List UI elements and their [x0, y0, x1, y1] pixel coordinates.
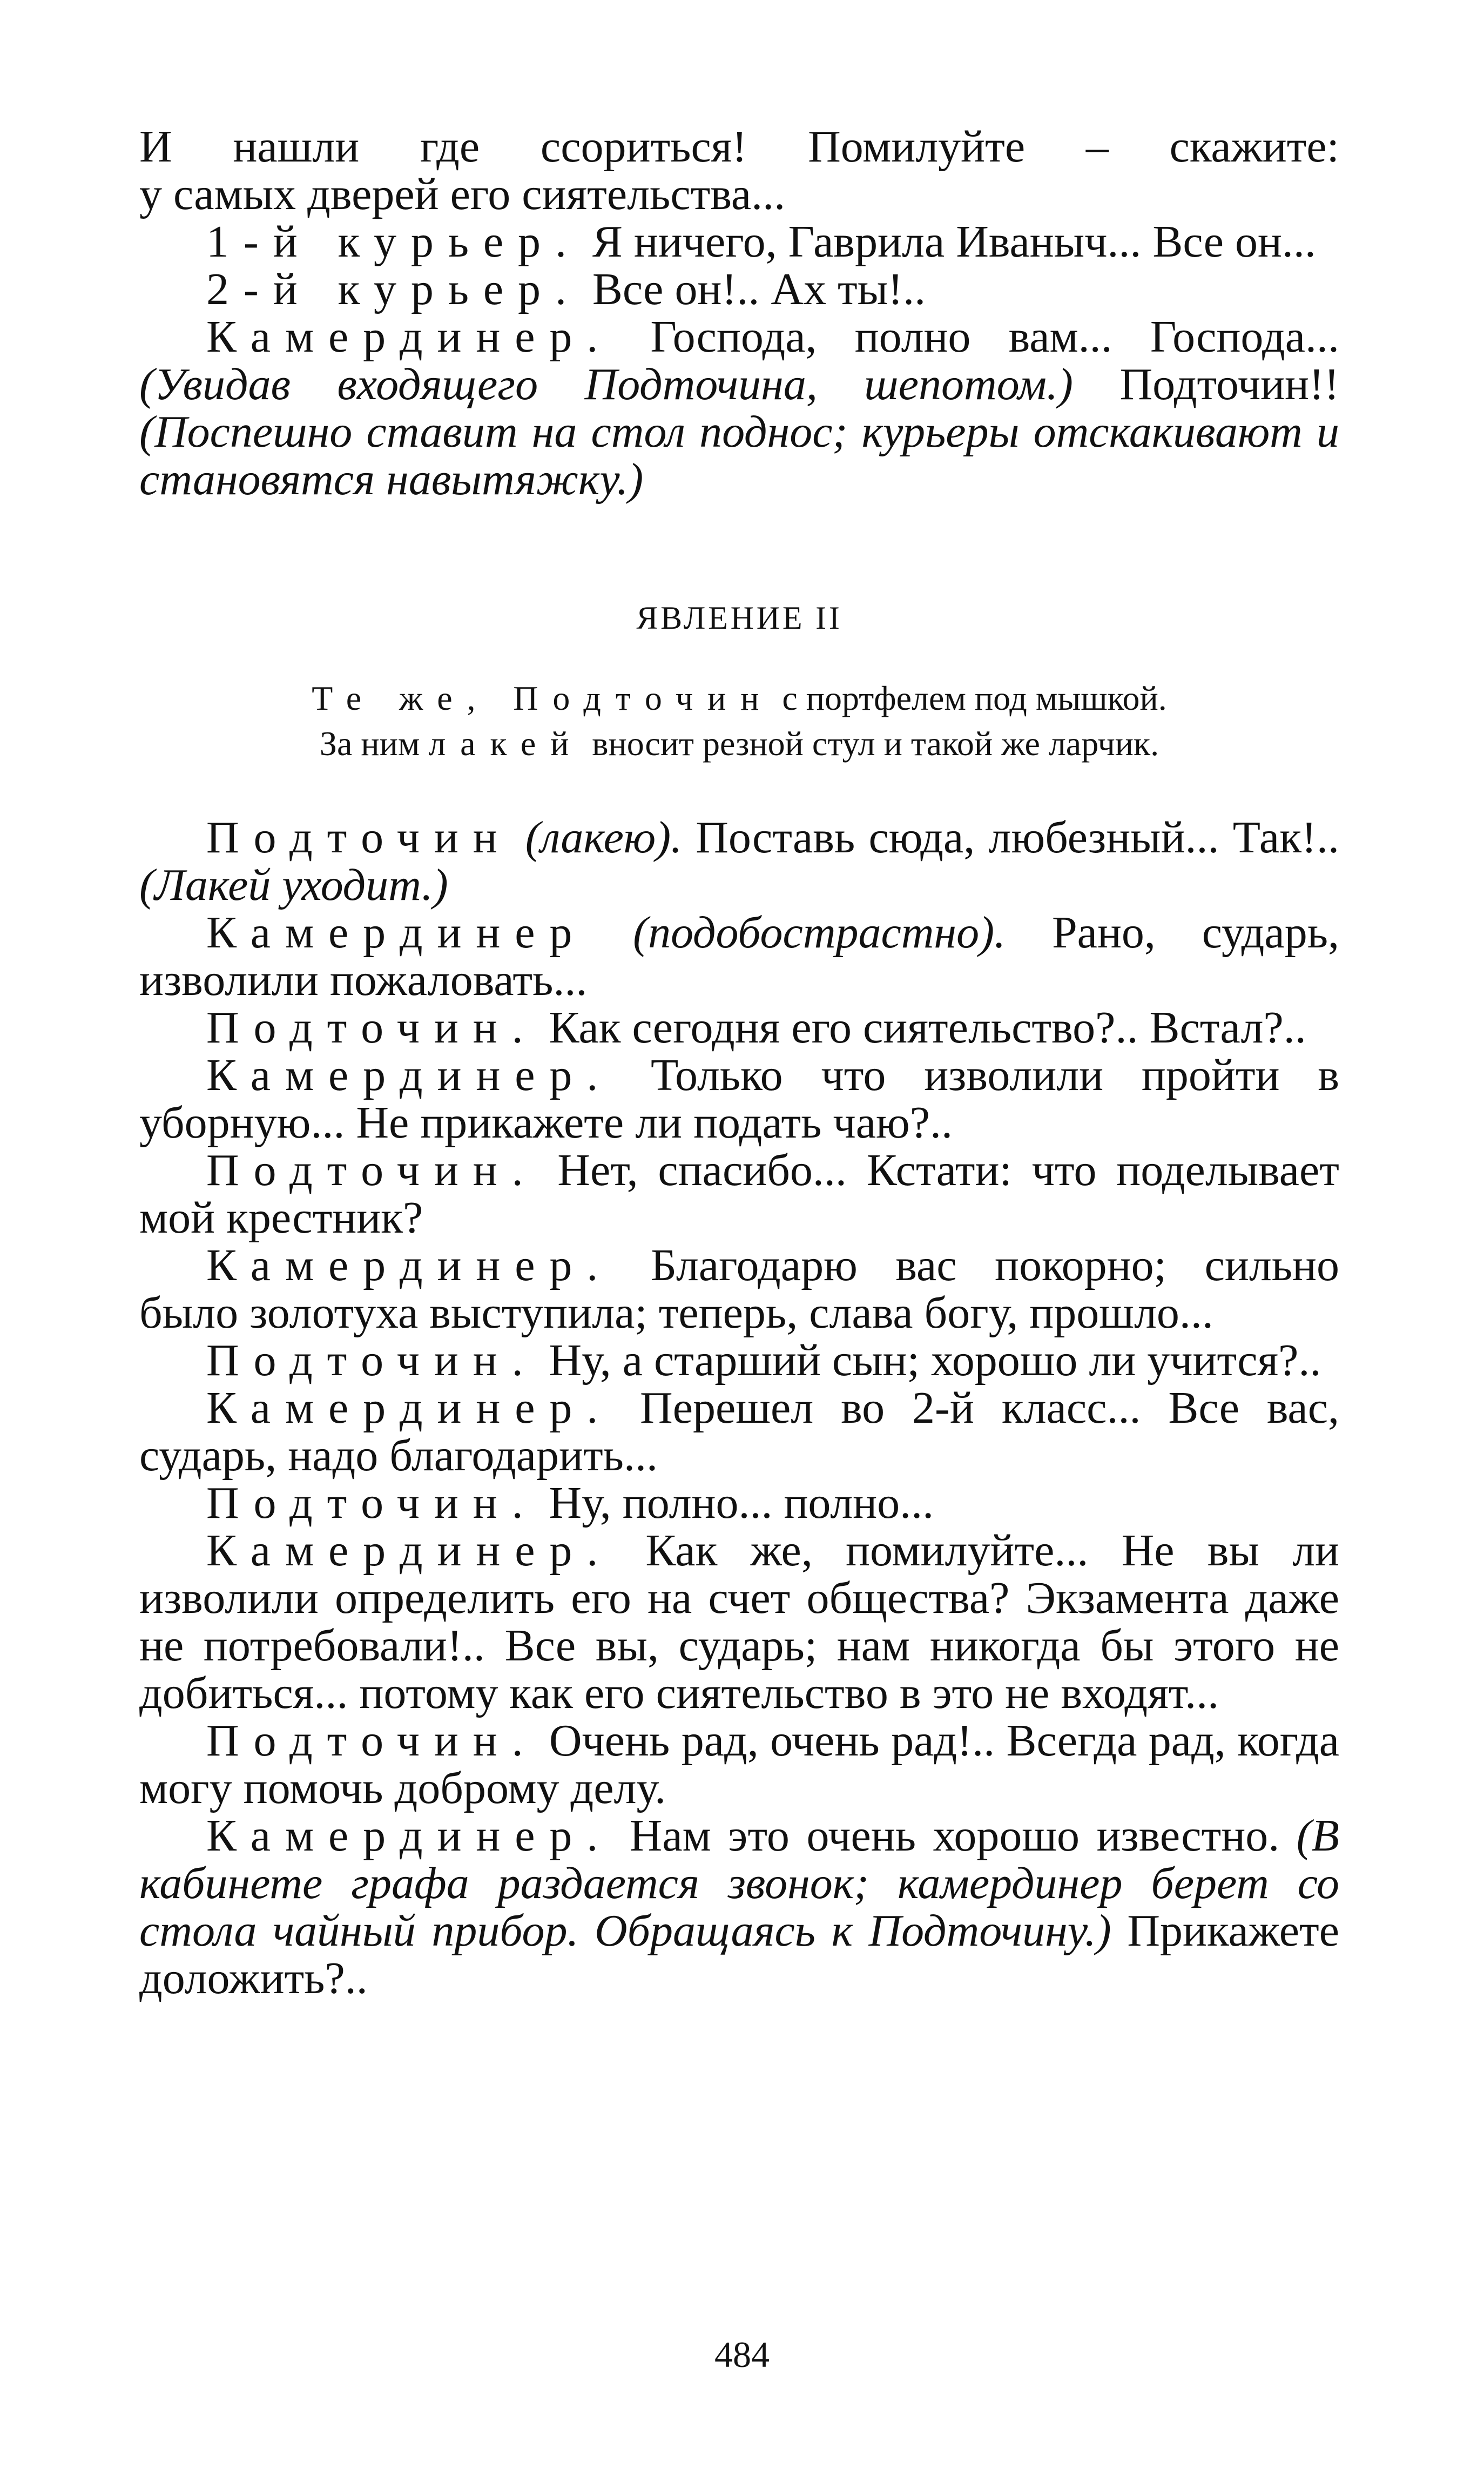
dialogue-line — [139, 1527, 1339, 1717]
speech-text: Перешел во 2-й класс... Все вас, сударь, надо благодарить... — [139, 1383, 1339, 1481]
speech-text: Ну, полно... полно... — [537, 1478, 934, 1528]
speaker-name: Подточин. — [206, 1003, 538, 1053]
dialogue-line — [139, 1479, 1339, 1527]
speech-courier-2 — [139, 266, 1339, 313]
stage-direction: (В кабинете графа раздается звонок; камердинер берет со стола чайный прибор. Обращаясь к Подточину.) — [139, 1811, 1339, 1956]
speech-text: Благодарю вас покорно; сильно было золотуха выступила; теперь, слава богу, прошло... — [139, 1240, 1339, 1338]
speech-text: Очень рад, очень рад!.. Всегда рад, когда могу помочь доброму делу. — [139, 1716, 1339, 1813]
dialogue-line — [139, 1812, 1339, 2002]
speech-text: Поставь сюда, любезный... Так!.. — [696, 812, 1339, 863]
speaker-name: Камердинер. — [206, 312, 613, 362]
speech-text: Нам это очень хорошо известно. — [612, 1811, 1297, 1861]
paragraph-continuation — [139, 123, 1339, 218]
speech-text: Подточин!! — [1073, 359, 1339, 409]
speaker-name: Камердинер. — [206, 1050, 613, 1100]
speech-text: Все он!.. Ах ты!.. — [581, 264, 926, 314]
stage-line-1-characters: Те же, Подточин — [312, 679, 774, 717]
scene-heading: ЯВЛЕНИЕ II — [636, 600, 842, 636]
scene-stage-direction — [139, 676, 1339, 766]
speech-text: Я ничего, Гаврила Иваныч... Все он... — [581, 217, 1316, 267]
speaker-name: Камердинер. — [206, 1383, 613, 1433]
continuation-line-2: у самых дверей его сиятельства... — [139, 169, 786, 219]
stage-line-1-rest: с портфелем под мышкой. — [773, 679, 1167, 717]
stage-direction: (подобострастно). — [586, 907, 1052, 958]
stage-direction: (Лакей уходит.) — [139, 860, 448, 910]
dialogue-line — [139, 1717, 1339, 1812]
speaker-name: Подточин. — [206, 1335, 538, 1385]
speech-text: Только что изволили пройти в уборную... Не прикажете ли подать чаю?.. — [139, 1050, 1339, 1148]
speech-text: Господа, полно вам... Господа... — [612, 312, 1339, 362]
stage-direction: (Поспешно ставит на стол поднос; курьеры отскакивают и становятся навытяжку.) — [139, 407, 1339, 504]
speech-text: Как же, помилуйте... Не вы ли изволили определить его на счет общества? Экзамента даже не потребовали!.. Все вы, сударь; нам никогда бы этого не добиться... потому как его сиятельство в это не входят... — [139, 1525, 1339, 1718]
speaker-name: Камердинер. — [206, 1240, 613, 1290]
speech-valet — [139, 313, 1339, 503]
stage-line-2-character: лакей — [428, 724, 584, 763]
speech-text: Прикажете доложить?.. — [139, 1906, 1339, 2003]
dialogue-line — [139, 1242, 1339, 1337]
speaker-name: Подточин. — [206, 1145, 538, 1195]
speech-text: Нет, спасибо... Кстати: что поделывает мой крестник? — [139, 1145, 1339, 1243]
dialogue-block — [139, 814, 1339, 2002]
dialogue-line — [139, 1004, 1339, 1052]
stage-direction: (лакею). — [511, 812, 696, 863]
speaker-name: Подточин — [206, 812, 512, 863]
dialogue-line — [139, 1337, 1339, 1384]
speaker-name: Подточин. — [206, 1478, 538, 1528]
speaker-name: 1-й курьер. — [206, 217, 581, 267]
speaker-name: Камердинер — [206, 907, 587, 958]
dialogue-line — [139, 1052, 1339, 1147]
stage-line-2-rest: вносит резной стул и такой же ларчик. — [583, 724, 1159, 763]
speaker-name: Камердинер. — [206, 1811, 613, 1861]
stage-direction: (Увидав входящего Подточина, шепотом.) — [139, 359, 1074, 409]
dialogue-line — [139, 1147, 1339, 1242]
speech-text: Рано, сударь, изволили пожаловать... — [139, 907, 1339, 1005]
speech-courier-1 — [139, 218, 1339, 266]
speaker-name: 2-й курьер. — [206, 264, 581, 314]
speech-text: Как сегодня его сиятельство?.. Встал?.. — [537, 1003, 1306, 1053]
dialogue-line — [139, 909, 1339, 1004]
continuation-line-1: И нашли где ссориться! Помилуйте – скажите: — [139, 122, 1339, 172]
speaker-name: Подточин. — [206, 1716, 538, 1766]
dialogue-line — [139, 814, 1339, 909]
speaker-name: Камердинер. — [206, 1525, 613, 1576]
speech-text: Ну, а старший сын; хорошо ли учится?.. — [537, 1335, 1321, 1385]
stage-line-2-start: За ним — [319, 724, 429, 763]
dialogue-line — [139, 1384, 1339, 1479]
text-column — [139, 123, 1339, 2002]
page-number: 484 — [714, 2334, 770, 2375]
